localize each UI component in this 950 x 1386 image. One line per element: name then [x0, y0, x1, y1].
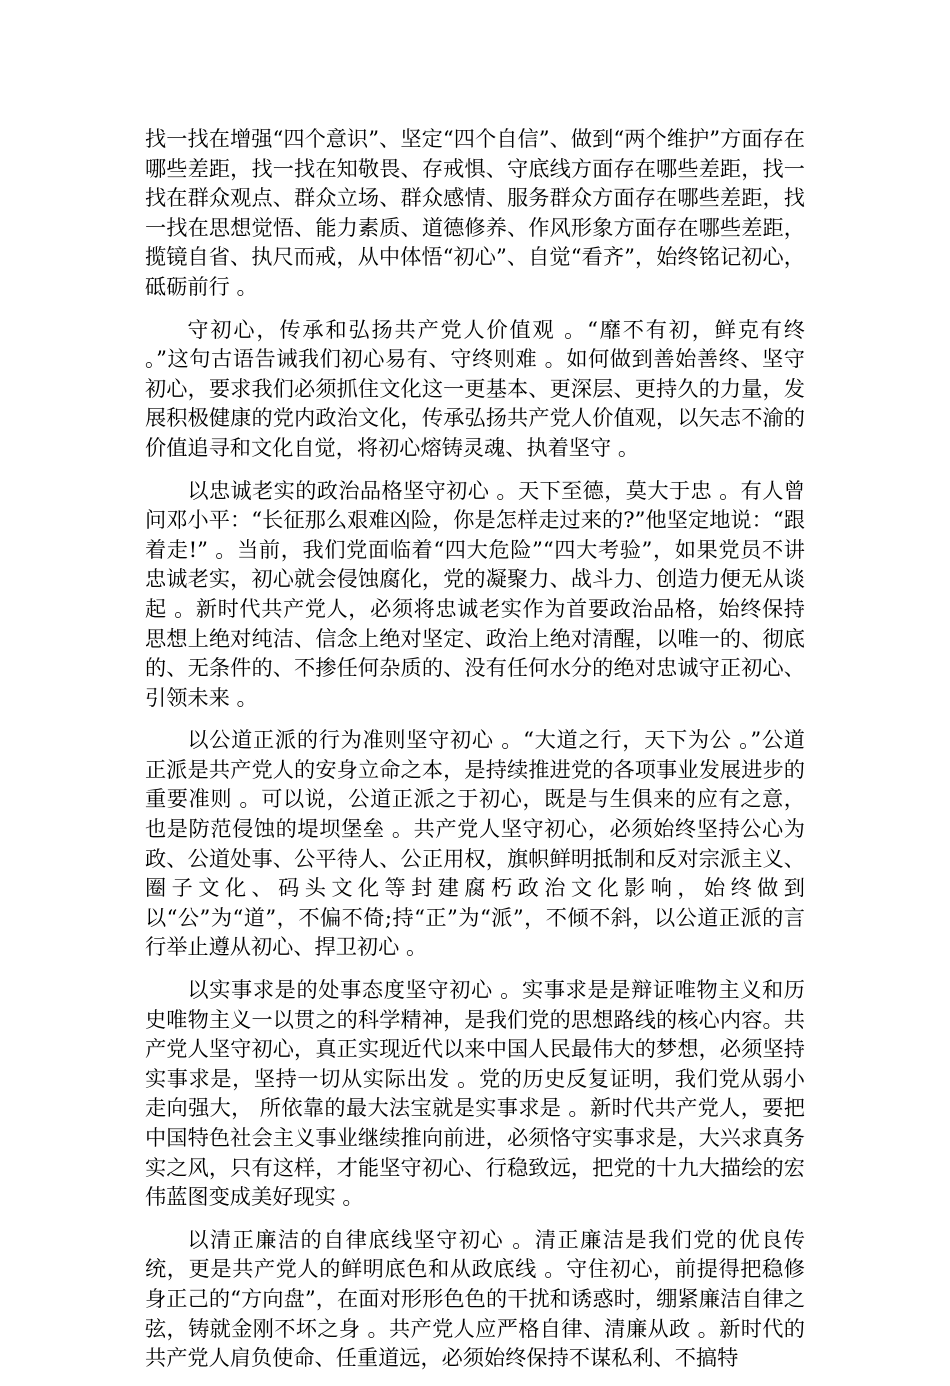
paragraph-4: 以公道正派的行为准则坚守初心 。“大道之行，天下为公 。”公道正派是共产党人的安身立命之本，是持续推进党的各项事业发展进步的重要准则 。可以说，公道正派之于初心，既是与生俱来的应有之意，也是防范侵蚀的堤坝堡垒 。共产党人坚守初心，必须始终坚持公心为政、公道处事、公平待人、公正用权，旗帜鲜明抵制和反对宗派主义、圈子文化、码头文化等封建腐朽政治文化影响，始终做到以“公”为“道”，不偏不倚;持“正”为“派”，不倾不斜，以公道正派的言行举止遵从初心、捍卫初心 。	[145, 727, 805, 960]
paragraph-5: 以实事求是的处事态度坚守初心 。实事求是是辩证唯物主义和历史唯物主义一以贯之的科学精神，是我们党的思想路线的核心内容。共产党人坚守初心，真正实现近代以来中国人民最伟大的梦想，必须坚持实事求是，坚持一切从实际出发 。党的历史反复证明，我们党从弱小走向强大， 所依靠的最大法宝就是实事求是 。新时代共产党人，要把中国特色社会主义事业继续推向前进，必须恪守实事求是，大兴求真务实之风，只有这样，才能坚守初心、行稳致远，把党的十九大描绘的宏伟蓝图变成美好现实 。	[145, 977, 805, 1210]
document-body	[145, 124, 805, 1386]
paragraph-2: 守初心，传承和弘扬共产党人价值观 。“靡不有初，鲜克有终 。”这句古语告诫我们初心易有、守终则难 。如何做到善始善终、坚守初心，要求我们必须抓住文化这一更基本、更深层、更持久的力量，发展积极健康的党内政治文化，传承弘扬共产党人价值观，以矢志不渝的价值追寻和文化自觉，将初心熔铸灵魂、执着坚守 。	[145, 316, 805, 460]
paragraph-1: 找一找在增强“四个意识”、坚定“四个自信”、做到“两个维护”方面存在哪些差距，找一找在知敬畏、存戒惧、守底线方面存在哪些差距，找一找在群众观点、群众立场、群众感情、服务群众方面存在哪些差距，找一找在思想觉悟、能力素质、道德修养、作风形象方面存在哪些差距，揽镜自省、执尺而戒，从中体悟“初心”、自觉“看齐”，始终铭记初心，砥砺前行 。	[145, 126, 805, 299]
paragraph-6: 以清正廉洁的自律底线坚守初心 。清正廉洁是我们党的优良传统，更是共产党人的鲜明底色和从政底线 。守住初心，前提得把稳修身正己的“方向盘”，在面对形形色色的干扰和诱惑时，绷紧廉洁自律之弦，铸就金刚不坏之身 。共产党人应严格自律、清廉从政 。新时代的共产党人肩负使命、任重道远，必须始终保持不谋私利、不搞特	[145, 1226, 805, 1371]
paragraph-3: 以忠诚老实的政治品格坚守初心 。天下至德，莫大于忠 。有人曾问邓小平：“长征那么艰难凶险，你是怎样走过来的?”他坚定地说：“跟着走!” 。当前，我们党面临着“四大危险”“四大考验”，如果党员不讲忠诚老实，初心就会侵蚀腐化，党的凝聚力、战斗力、创造力便无从谈起 。新时代共产党人，必须将忠诚老实作为首要政治品格，始终保持思想上绝对纯洁、信念上绝对坚定、政治上绝对清醒，以唯一的、彻底的、无条件的、不掺任何杂质的、没有任何水分的绝对忠诚守正初心、引领未来 。	[145, 477, 805, 710]
